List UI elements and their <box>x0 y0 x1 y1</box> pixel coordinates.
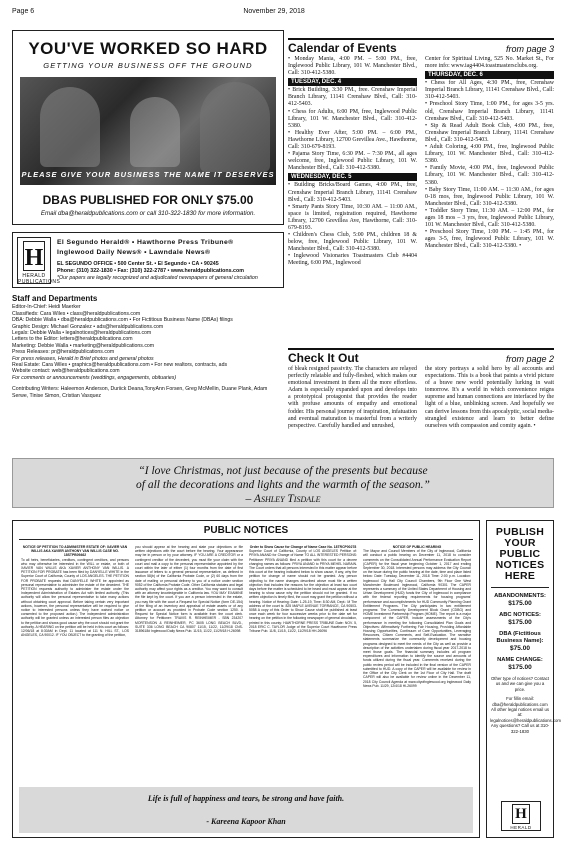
day-header: THURSDAY, DEC. 6 <box>425 71 554 79</box>
staff-title: Staff and Departments <box>12 294 98 303</box>
calendar-event: • Chess for All Ages, 4:30 PM., free, Crenshaw Imperial Branch Library, 11141 Crenshaw Blvd., Call: 310-412-5403. <box>425 80 554 101</box>
publish-head: PUBLISH YOUR PUBLIC NOTICES HERE <box>495 526 545 582</box>
masthead <box>12 232 284 288</box>
checkit-column-2: the story portrays a solid hero by all accounts and expectations. This is a book that paints a vivid picture of a brave new world potentially lurking in wait tomorrow. It's a world in which convenience reigns supreme and human connections are interfaced by the light of a blue, unblinking screen. And hopefully we can derive lessons from this apocalyptic, social media-strangled existence and learn to better define ourselves with compassion and comity again. • <box>425 366 554 429</box>
notice-heading: Order to Show Cause for Change of Name Case No. 18TRCP00278 <box>249 545 357 549</box>
calendar-event: • Chess for Adults, 6:00 PM, free, Inglewood Public Library, 101 W. Manchester Blvd., Call: 310-412-5380. <box>288 108 417 129</box>
staff-row: Graphic Design: Michael Gonzalez • ads@heraldpublications.com <box>12 323 164 330</box>
herald-logo: H HERALD PUBLICATIONS <box>17 237 51 284</box>
staff-row: Legals: Debbie Walla • legalnotices@heraldpublications.com <box>12 330 152 337</box>
staff-row: Letters to the Editor: letters@heraldpublications.com <box>12 336 133 343</box>
page-date: November 29, 2018 <box>243 8 305 15</box>
ad-headline: YOU'VE WORKED SO HARD <box>28 39 268 58</box>
papers-line-1: El Segundo Herald® • Hawthorne Press Tribune® <box>57 239 234 246</box>
day-header: TUESDAY, DEC. 4 <box>288 78 417 86</box>
ad-offer: DBAS PUBLISHED FOR ONLY $75.00 <box>42 193 254 207</box>
calendar-title: Calendar of Events <box>288 41 397 55</box>
calendar-from-page[interactable]: from page 3 <box>505 44 554 54</box>
calendar-event: • Toddler Story Time, 11:30 AM. – 12:00 PM., for ages 18 mos – 3 yrs, free, Inglewood Public Library, 101 W. Manchester Blvd., Call: 310-412-5380. <box>425 207 554 229</box>
notices-footer-quote <box>19 787 473 833</box>
checkit-column-1: of bleak resigned passivity. The characters are relayed perfectly relatable and fully-fleshed, which makes our emotional investment in them all the more effortless. Adam is especially expanded upon and develops into a prototypical protagonist that provides the reader with profuse amounts of empathy and emotional fodder. His personal journey of inspiration, infatuation and eventual maturation is masterful from a writerly perspective. Carefully handled and unrushed, <box>288 366 417 429</box>
price-value: $75.00 <box>510 645 530 652</box>
footer-quote-text: Life is full of happiness and tears, be strong and have faith. <box>147 794 345 803</box>
publish-other: Other type of notices? Contact us and we can give you a price. <box>490 676 550 692</box>
notice-column-4 <box>363 545 471 783</box>
quote-line-2: of all the decorations and lights and the warmth of the season.” <box>136 479 430 491</box>
notice-heading: NOTICE OF PETITION TO ADMINISTER ESTATE OF: XAVIER VAN WILLIS AKA XAVIER ANTHONY VAN WILLIS CASE NO. 18STPB09462 <box>22 545 128 558</box>
office-address: EL SEGUNDO OFFICE • 500 Center St. • El Segundo • CA • 90245 <box>57 261 219 267</box>
ad-tagline: PLEASE GIVE YOUR BUSINESS THE NAME IT DESERVES <box>21 170 275 179</box>
calendar-event: • Pajama Story Time, 6:30 PM. – 7:30 PM., all ages welcome, free, Inglewood Public Library, 101 W. Manchester Blvd., Call: 310-412-5380. <box>288 151 417 172</box>
calendar-event: • Sip & Read Adult Book Club, 4:00 PM., free, Crenshaw Imperial Branch Library, 11141 Crenshaw Blvd., Call: 310-412-5403. <box>425 122 554 143</box>
calendar-event: • Healthy Ever After, 5:00 PM. – 6:00 PM., Hawthorne Library, 12700 Grevillea Ave., Hawthorne, Call: 310-679-8193. <box>288 129 417 151</box>
price-value: $175.00 <box>508 664 532 671</box>
calendar-event: • Inglewood Visionaries Toastmasters Club #4404 Meeting, 6:00 PM., Inglewood <box>288 253 417 267</box>
staff-departments <box>12 296 284 399</box>
calendar-event: • Preschool Story Time, 1:00 PM., for ages 3-5 yrs. old, Crenshaw Imperial Branch Library, 11141 Crenshaw Blvd., Call: 310-412-5403. <box>425 101 554 122</box>
calendar-event: • Preschool Story Time, 1:00 PM. – 1:45 PM., for ages 3-5, free, Inglewood Public Library, 101 W. Manchester Blvd., Call: 310-412-5380. • <box>425 229 554 250</box>
page-header <box>0 0 566 28</box>
checkit-title: Check It Out <box>288 351 359 365</box>
notice-body: To all heirs, beneficiaries, creditors, contingent creditors, and persons who may otherwise be interested in the WILL or estate, or both of XAVIER VAN WILLIS AKA XAVIER ANTHONY VAN WILLIS. A PETITION FOR PROBATE has been filed by DANYELLE WHITE in the Superior Court of California, County of LOS ANGELES. THE PETITION FOR PROBATE requests that DANYELLE WHITE be appointed as personal representative to administer the estate of the decedent. THE PETITION requests authority to administer the estate under the Independent Administration of Estates Act with limited authority. (This authority will allow the personal representative to take many actions without obtaining court approval. Before taking certain very important actions, however, the personal representative will be required to give notice to interested persons unless they have waived notice or consented to the proposed action.) The independent administration authority will be granted unless an interested person files an objection to the petition and shows good cause why the court should not grant the authority. A HEARING on the petition will be held in this court as follows: 12/06/18 at 8:30AM in Dept. 11 located at 111 N. HILL ST., LOS ANGELES, CA 90012. IF YOU OBJECT to the granting of the petition, <box>21 557 129 638</box>
masthead-note: *Our papers are legally recognized and adjudicated newspapers of general circulation <box>57 275 258 281</box>
checkit-from-page[interactable]: from page 2 <box>505 354 554 364</box>
staff-row: Press Releases: pr@heraldpublications.com <box>12 349 115 356</box>
notice-body: you should appear at the hearing and state your objections or file written objections with the court before the hearing. Your appearance may be in person or by your attorney. IF YOU ARE A CREDITOR or a contingent creditor of the decedent, you must file your claim with the court and mail a copy to the personal representative appointed by the court within the later of either (1) four months from the date of first issuance of letters to a general personal representative, as defined in section 58(b) of the California Probate Code, or (2) 60 days from the date of mailing or personal delivery to you of a notice under section 9052 of the California Probate Code. Other California statutes and legal authority may affect your rights as a creditor. You may want to consult with an attorney knowledgeable in California law. YOU MAY EXAMINE the file kept by the court. If you are a person interested in the estate, you may file with the court a Request for Special Notice (form DE-154) of the filing of an inventory and appraisal of estate assets or of any petition or account as provided in Probate Code section 1250. A Request for Special Notice form is available from the court clerk. Attorney for Petitioner: TRAVIS R. REINHEIMER - SBN 234207 MORTENSON & REINHEIMER, PC 3605 LONG BEACH BLVD., SUITE 336 LONG BEACH CA 90807 11/15, 11/22, 11/29/18 CNS-3189618# Inglewood Daily News Pub. 11/15, 11/22, 11/29/18 H-26098 <box>135 545 243 634</box>
calendar-column-2 <box>425 56 554 334</box>
price-label: ABANDONMENTS: <box>494 593 546 599</box>
notice-body: Superior Court of California, County of LOS ANGELES Petition of: PRIYA ANAND for Change of Name TO ALL INTERESTED PERSONS: Petitioner PRIYA ANAND filed a petition with this court for a decree changing names as follows: PRIYA ANAND to PRIYA MEHEL NARAIN. The Court orders that all persons interested in this matter appear before this court at the hearing indicated below to show cause, if any, why the petition for change of name should not be granted. Any person objecting to the name changes described above must file a written objection that includes the reasons for the objection at least two court days before the matter is scheduled to be heard and must appear at the hearing to show cause why the petition should not be granted. If no written objection is timely filed, the court may grant the petition without a hearing. Notice of Hearing: Date: 1-25-19, Time: 8:30 AM, Dept.: M The address of the court is: 825 MAPLE AVENUE TORRANCE, CA 90503-5058 A copy of this Order to Show Cause shall be published at least once each week for four successive weeks prior to the date set for hearing on the petition in the following newspaper of general circulation, printed in this county: HAWTHORNE PRESS TRIBUNE Date: NOV. 5, 2018 ERIC C. TAYLOR Judge of the Superior Court Hawthorne Press Tribune Pub. 11/8, 11/15, 11/22, 11/29/18 HH-26096 <box>249 549 357 634</box>
staff-row: Classifieds: Cara Wiles • class@heraldpublications.com <box>12 310 141 317</box>
calendar-event: • Smarty Pants Story Time, 10:30 AM. – 11:00 AM., space is limited, registration required, Hawthorne Library, 12700 Grevillea Ave, Hawthorne, Call: 310-679-8193. <box>288 203 417 231</box>
calendar-event: • Building Bricks/Board Games, 4:00 PM., free, Crenshaw Imperial Branch Library, 11141 Crenshaw Blvd., Call: 310-412-5403. <box>288 182 417 203</box>
calendar-event: • Adult Coloring, 4:00 PM., free, Inglewood Public Library, 101 W. Manchester Blvd., Call: 310-412-5380. <box>425 144 554 165</box>
price-value: $175.00 <box>508 600 532 607</box>
calendar-columns <box>288 56 554 334</box>
staff-row: Editor-In-Chief: Heidi Maerker <box>12 304 81 311</box>
day-header: WEDNESDAY, DEC. 5 <box>288 173 417 181</box>
staff-row: Marketing: Debbie Walla • marketing@heraldpublications.com <box>12 342 155 349</box>
price-label: DBA (Fictitious Business Name): <box>496 631 544 644</box>
calendar-event: Center for Spiritual Living, 525 No. Market St., For more info: www.iag4404.toastmastersclubs.org. <box>425 56 554 70</box>
staff-row: Real Estate: Cara Wiles • graphics@heraldpublications.com • For new realtors, contracts, ads <box>12 362 228 369</box>
notice-column-2 <box>135 545 243 783</box>
papers-line-2: Inglewood Daily News® • Lawndale News® <box>57 249 211 256</box>
price-value: $175.00 <box>508 619 532 626</box>
quote-author: – Ashley Tisdale <box>245 493 321 505</box>
logo-label: HERALD PUBLICATIONS <box>18 273 61 285</box>
staff-row: For comments or announcements (weddings, engagements, obituaries) <box>12 374 177 381</box>
office-phone: Phone: (310) 322-1830 • Fax: (310) 322-2787 • www.heraldpublications.com <box>57 268 244 274</box>
calendar-event: • Brick Building, 3:30 PM., free. Crenshaw Imperial Branch Library, 11141 Crenshaw Blvd., Call: 310-412-5403. <box>288 87 417 108</box>
notice-body: The Mayor and Council Members of the City of Inglewood, California will conduct a public hearing on December 11, 2018 to consider comments on the Consolidated Annual Performance Evaluation Report (CAPER) for the fiscal year beginning October 1, 2017 and ending September 30, 2018. Interested persons may address the City Council on the issue during the public hearing at the date, time and place listed below: Date: Tuesday, December 11, 2018 Time: 2:00 p.m. Location: Inglewood City Hall City Council Chambers, 9th Floor One West Manchester Boulevard Inglewood, California 90301 The CAPER represents a summary of the United States Department of Housing and Urban Development (HUD) funds the City of Inglewood in compliance with the federal reporting requirements for housing programs' performance and accomplishments for HUD Community Planning Grant Entitlement Programs. The City participates in two entitlement programs: The Community Development Block Grant (CDBG) and HOME Investment Partnership Program (HOME). The report is a major component of the CAPER, include assessments of the City's performance in meeting the following Consolidated Plan Goals and Objectives: Affirmatively Furthering Fair Housing, Providing Affordable Housing Opportunities, Continuum of Care Opportunities, Leveraging Resources, Citizen Comments, and Self-Evaluation. The narrative statements summarize the community development and housing programs designed to meet the needs of the City as well as provide a description of the activities undertaken during fiscal year 2017-2018 to meet those goals. The financial summary includes all program expenditures and information to identify the source and amounts of funds utilized during the fiscal year. Comments received during the public review period will be included in the final version of the CAPER submitted to HUD. A copy of the CAPER will be available for review in the Office of the City Clerk on the 1st Floor of City Hall. The draft CAPER will also be available for review online in the December 11, 2018 City Council Agenda at www.cityofinglewood.org Inglewood Daily News Pub. 11/29, 12/4/18 HI-26099 <box>363 549 471 688</box>
calendar-header <box>288 38 554 56</box>
calendar-event: • Monday Mania, 4:00 PM. – 5:00 PM., free, Inglewood Public Library, 101 W. Manchester Blvd., Call: 310-412-5380. <box>288 56 417 77</box>
herald-logo-small: H HERALD <box>501 801 541 831</box>
public-notices <box>12 520 480 838</box>
calendar-event: • Children's Chess Club, 5:00 PM., children 18 & below, free, Inglewood Public Library, 101 W. Manchester Blvd., Call: 310-412-5380. <box>288 232 417 253</box>
publish-email[interactable]: For fillin email: dba@heraldpublications.com All other legal notices email us at: legalnotices@heraldpublications.com Any questions? Call us at 310-322-1830 <box>490 696 562 734</box>
ad-photo <box>20 77 276 185</box>
notice-heading: NOTICE OF PUBLIC HEARING <box>392 545 442 549</box>
quote-box <box>12 458 554 508</box>
footer-quote-author: - Kareena Kapoor Khan <box>206 817 286 826</box>
dba-advertisement[interactable] <box>12 30 284 225</box>
calendar-event: • Family Movie, 4:00 PM., free, Inglewood Public Library, 101 W. Manchester Blvd., Call: 310-412-5380. <box>425 165 554 186</box>
staff-row: DBA: Debbie Walla • dba@heraldpublications.com • For Fictitious Business Name (DBAs) filings <box>12 317 233 324</box>
staff-row: Website contact: web@heraldpublications.com <box>12 368 120 375</box>
notices-title: PUBLIC NOTICES <box>203 525 289 536</box>
checkit-columns <box>288 366 554 430</box>
contributing-writers: Contributing Writers: Haleemon Anderson, Duriick Deana,TonyAnn Forsen, Greg McMellin, Duane Plank, Adam Serwe, Tinise Simon, Cristian Vasquez <box>12 386 268 399</box>
page-number: Page 6 <box>12 8 35 15</box>
publish-notices-ad[interactable] <box>486 520 562 838</box>
checkit-header <box>288 348 554 366</box>
logo-label-small: HERALD <box>510 825 532 830</box>
calendar-event: • Baby Story Time, 11:00 AM. – 11:30 AM., for ages 0-18 mos, free, Inglewood Public Library, 101 W. Manchester Blvd., Call: 310-412-5380. <box>425 186 554 207</box>
notice-column-1 <box>21 545 129 783</box>
staff-row: For press releases, Herald in Brief photos and general photos <box>12 355 154 362</box>
ad-contact: Email dba@heraldpublications.com or call 310-322-1830 for more information. <box>40 210 256 217</box>
price-label: ABC NOTICES: <box>499 612 541 618</box>
quote-line-1: “I love Christmas, not just because of the presents but because <box>138 465 428 477</box>
ad-subhead: GETTING YOUR BUSINESS OFF THE GROUND <box>43 61 253 70</box>
notice-column-3 <box>249 545 357 783</box>
calendar-column-1 <box>288 56 417 334</box>
price-label: NAME CHANGE: <box>497 657 543 663</box>
